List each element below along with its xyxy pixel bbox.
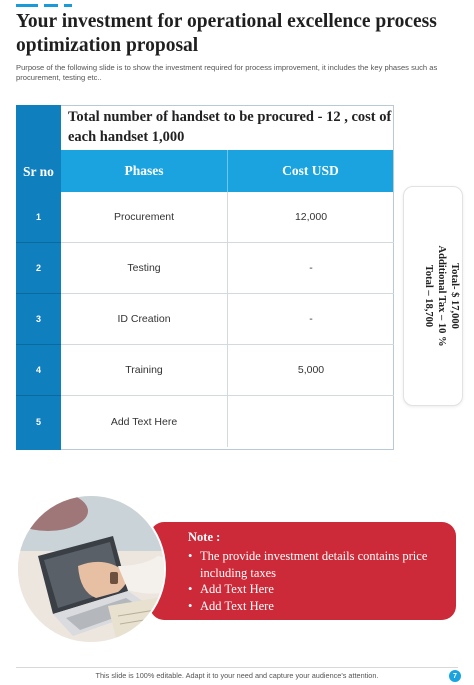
row-phase: Training [61,345,228,396]
top-accent-bar [16,4,72,7]
header-sr-no: Sr no [16,150,61,192]
page-title: Your investment for operational excellence process optimization proposal [16,11,437,56]
row-cost: - [228,294,394,345]
note-list [188,548,450,614]
row-cost: 12,000 [228,192,394,243]
handset-summary: Total number of handset to be procured - 12 , cost of each handset 1,000 [68,109,392,145]
table-row [16,294,394,345]
footer-divider [16,667,458,668]
row-sr: 4 [16,345,61,396]
row-phase: Testing [61,243,228,294]
laptop-photo [16,494,166,644]
tax-line: Additional Tax – 10 % [436,245,447,347]
header-cost: Cost USD [228,150,393,192]
page-subtitle: Purpose of the following slide is to show the investment required for process improvement, it includes the key phases such as procurement, testing etc.. [16,63,438,82]
row-phase: Procurement [61,192,228,243]
table-row [16,396,394,447]
note-item: • Add Text Here [188,598,450,615]
header-phases: Phases [61,150,228,192]
note-title: Note : [188,530,221,544]
table-row [16,243,394,294]
grand-total-line: Total – 18,700 [423,264,434,328]
table-row [16,345,394,396]
row-sr: 1 [16,192,61,243]
row-phase: Add Text Here [61,396,228,447]
row-sr: 2 [16,243,61,294]
row-sr: 3 [16,294,61,345]
note-item: • The provide investment details contains price including taxes [188,548,450,581]
total-line: Total- $ 17,000 [449,263,460,329]
footer-text: This slide is 100% editable. Adapt it to your need and capture your audience's attention. [95,671,379,680]
table-row [16,192,394,243]
row-cost: - [228,243,394,294]
row-sr: 5 [35,416,41,427]
page-number-badge: 7 [449,670,461,682]
row-cost [228,396,394,447]
row-phase: ID Creation [61,294,228,345]
row-cost: 5,000 [228,345,394,396]
note-item: • Add Text Here [188,581,450,598]
total-summary-text [405,186,461,406]
